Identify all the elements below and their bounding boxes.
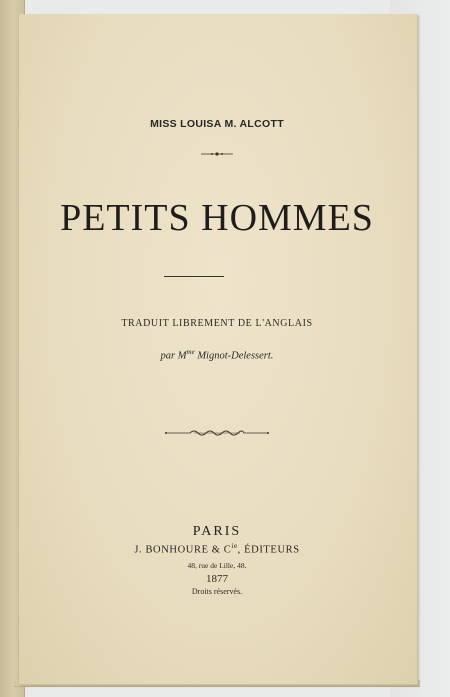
author-name: MISS LOUISA M. ALCOTT	[150, 118, 284, 130]
small-ornament-icon	[200, 150, 234, 158]
fleuron-icon	[164, 428, 270, 438]
publication-year: 1877	[206, 573, 228, 585]
small-ornament	[18, 150, 416, 158]
book-title: PETITS HOMMES	[60, 197, 374, 239]
publisher-suffix: , ÉDITEURS	[237, 544, 300, 556]
translator-name: Mignot-Delessert.	[194, 350, 274, 362]
publisher-address: 48, rue de Lille, 48.	[187, 561, 247, 570]
translator-prefix: par M	[160, 350, 187, 362]
rights-notice: Droits réservés.	[191, 587, 243, 596]
publication-city: PARIS	[192, 524, 242, 539]
fleuron-ornament	[18, 428, 416, 438]
translator-line	[18, 348, 416, 362]
title-rule	[164, 276, 224, 277]
publisher-name: J. BONHOURE & C	[134, 544, 232, 556]
translation-note: TRADUIT LIBREMENT DE L'ANGLAIS	[121, 318, 313, 329]
publisher-superscript: ie	[231, 542, 238, 550]
translator-superscript: me	[186, 348, 195, 356]
publisher-line	[18, 542, 416, 556]
